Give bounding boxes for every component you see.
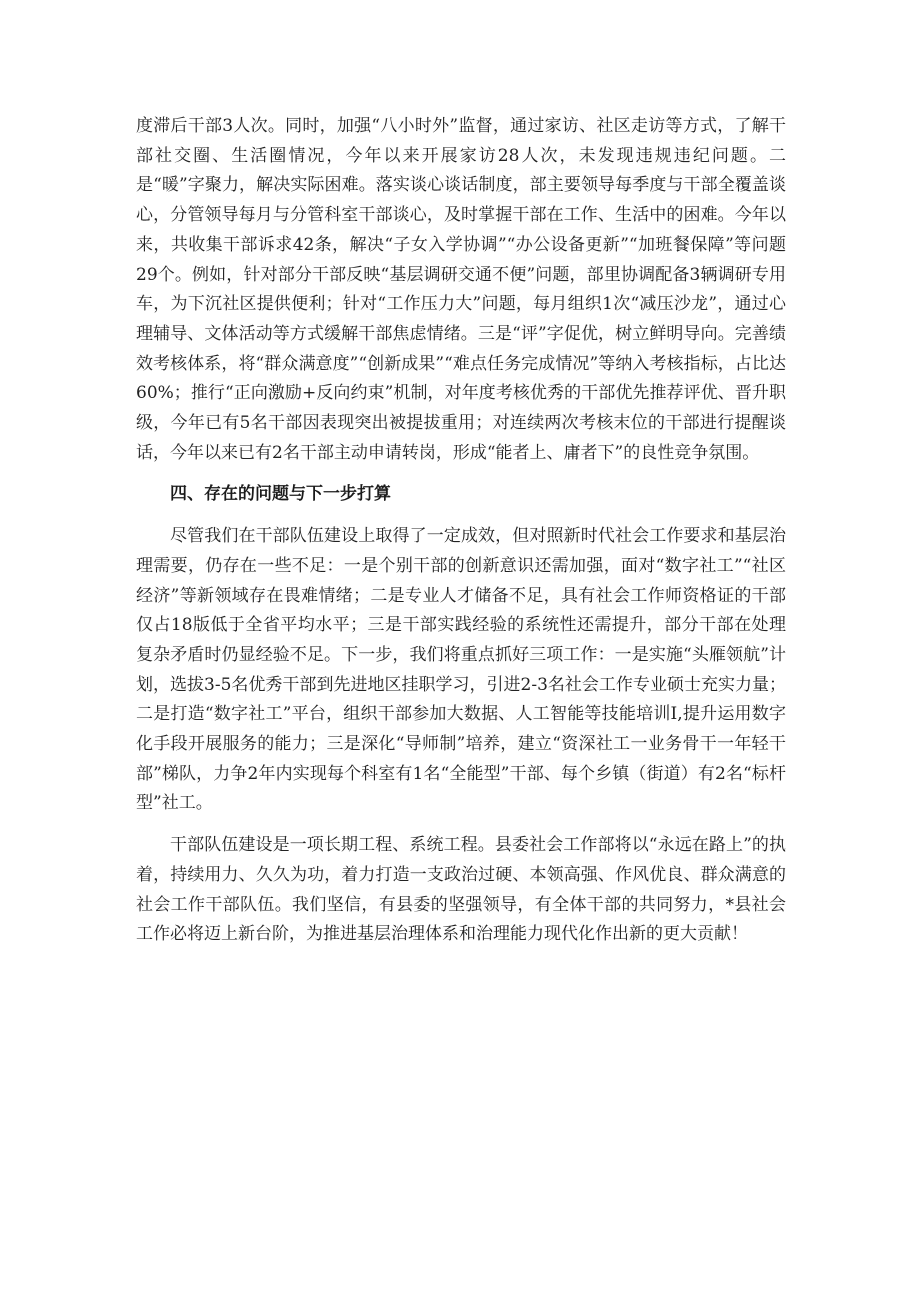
paragraph-conclusion: 干部队伍建设是一项长期工程、系统工程。县委社会工作部将以“永远在路上”的执着，持续用力、久久为功，着力打造一支政治过硬、本领高强、作风优良、群众满意的社会工作干部队伍。我们坚信，有县委的坚强领导，有全体干部的共同努力，*县社会工作必将迈上新台阶，为推进基层治理体系和治理能力现代化作出新的更大贡献！ <box>136 835 786 945</box>
paragraph-continuation: 度滞后干部3人次。同时，加强“八小时外”监督，通过家访、社区走访等方式，了解干部社交圈、生活圈情况，今年以来开展家访28人次，未发现违规违纪问题。二是“暖”字聚力，解决实际困难。落实谈心谈话制度，部主要领导每季度与干部全覆盖谈心，分管领导每月与分管科室干部谈心，及时掌握干部在工作、生活中的困难。今年以来，共收集干部诉求42条，解决“子女入学协调”“办公设备更新”“加班餐保障”等问题29个。例如，针对部分干部反映“基层调研交通不便”问题，部里协调配备3辆调研专用车，为下沉社区提供便利；针对“工作压力大”问题，每月组织1次“减压沙龙”，通过心理辅导、文体活动等方式缓解干部焦虑情绪。三是“评”字促优，树立鲜明导向。完善绩效考核体系，将“群众满意度”“创新成果”“难点任务完成情况”等纳入考核指标，占比达60%；推行“正向激励+反向约束”机制，对年度考核优秀的干部优先推荐评优、晋升职级，今年已有5名干部因表现突出被提拔重用；对连续两次考核末位的干部进行提醒谈话，今年以来已有2名干部主动申请转岗，形成“能者上、庸者下”的良性竞争氛围。 <box>136 116 786 463</box>
paragraph-problems-plans: 尽管我们在干部队伍建设上取得了一定成效，但对照新时代社会工作要求和基层治理需要，仍存在一些不足：一是个别干部的创新意识还需加强，面对“数字社工”“社区经济”等新领域存在畏难情绪；二是专业人才储备不足，具有社会工作师资格证的干部仅占18版低于全省平均水平；三是干部实践经验的系统性还需提升，部分干部在处理复杂矛盾时仍显经验不足。下一步，我们将重点抓好三项工作：一是实施“头雁领航”计划，选拔3-5名优秀干部到先进地区挂职学习，引进2-3名社会工作专业硕士充实力量；二是打造“数字社工”平台，组织干部参加大数据、人工智能等技能培训I,提升运用数字化手段开展服务的能力；三是深化“导师制”培养，建立“资深社工一业务骨干一年轻干部”梯队，力争2年内实现每个科室有1名“全能型”干部、每个乡镇（街道）有2名“标杆型”社工。 <box>136 526 786 814</box>
document-body <box>136 112 786 962</box>
section-heading: 四、存在的问题与下一步打算 <box>170 484 391 505</box>
